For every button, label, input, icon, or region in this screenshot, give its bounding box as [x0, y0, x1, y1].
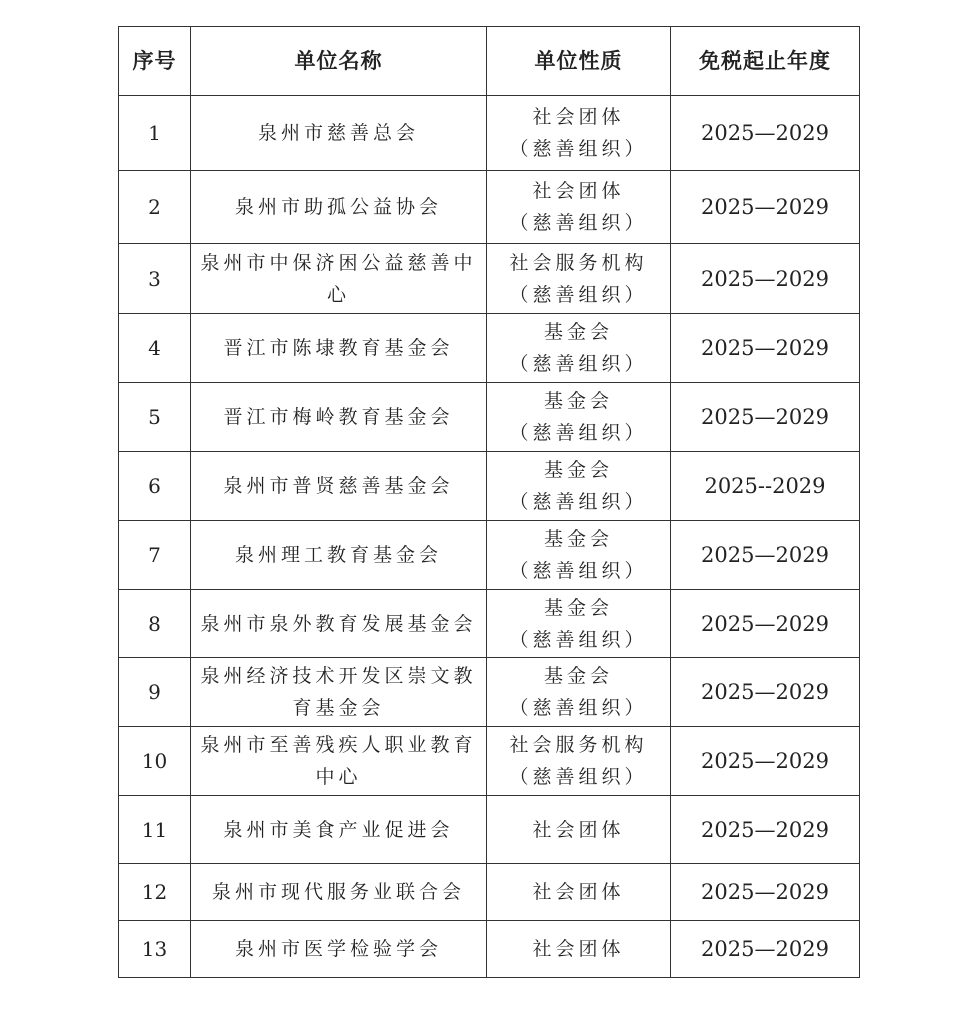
- organization-type-line: （慈善组织）: [509, 766, 648, 788]
- organization-name-cell: [191, 383, 487, 452]
- exemption-years-cell: 2025—2029: [671, 244, 860, 314]
- organization-name-cell: [191, 96, 487, 171]
- header-exemption-years: 免税起止年度: [671, 27, 860, 96]
- table-row: [119, 452, 860, 521]
- organization-name-line: 育基金会: [292, 697, 385, 719]
- serial-number-cell: 2: [119, 171, 191, 244]
- organization-name-line: 泉州市医学检验学会: [234, 938, 442, 960]
- table-row: [119, 796, 860, 864]
- organization-name-cell: [191, 590, 487, 658]
- serial-number-cell: 11: [119, 796, 191, 864]
- exemption-years-cell: 2025—2029: [671, 864, 860, 921]
- organization-name-line: 泉州市慈善总会: [257, 122, 419, 144]
- table-row: [119, 864, 860, 921]
- table-row: [119, 314, 860, 383]
- organization-name-cell: [191, 171, 487, 244]
- organization-type-line: 基金会: [543, 321, 613, 343]
- serial-number-cell: 3: [119, 244, 191, 314]
- organization-name-cell: [191, 521, 487, 590]
- organization-type-line: 社会团体: [532, 106, 625, 128]
- organization-type-line: 基金会: [543, 596, 613, 619]
- table-row: [119, 96, 860, 171]
- organization-type-line: 社会团体: [532, 180, 625, 202]
- organization-type-line: （慈善组织）: [509, 422, 648, 444]
- organization-name-line: 泉州经济技术开发区崇文教: [200, 665, 477, 687]
- serial-number-cell: 12: [119, 864, 191, 921]
- organization-name-cell: [191, 796, 487, 864]
- organization-type-line: （慈善组织）: [509, 212, 648, 234]
- serial-number-cell: 1: [119, 96, 191, 171]
- organization-type-line: 社会服务机构: [509, 734, 648, 756]
- table-row: [119, 921, 860, 978]
- organization-type-line: 基金会: [543, 528, 613, 550]
- organization-name-line: 泉州市至善残疾人职业教育: [200, 734, 477, 756]
- tax-exempt-organizations-table: [118, 26, 860, 978]
- exemption-years-cell: 2025—2029: [671, 171, 860, 244]
- organization-name-line: 泉州理工教育基金会: [234, 544, 442, 566]
- exemption-years-cell: 2025—2029: [671, 796, 860, 864]
- organization-type-cell: [487, 452, 671, 521]
- organization-type-cell: [487, 521, 671, 590]
- serial-number-cell: 8: [119, 590, 191, 658]
- organization-name-line: 泉州市普贤慈善基金会: [223, 475, 454, 497]
- exemption-years-cell: 2025—2029: [671, 590, 860, 658]
- organization-name-line: 泉州市现代服务业联合会: [211, 881, 465, 903]
- organization-type-cell: [487, 727, 671, 796]
- organization-type-cell: [487, 314, 671, 383]
- exemption-years-cell: 2025—2029: [671, 96, 860, 171]
- organization-name-cell: [191, 921, 487, 978]
- organization-name-cell: [191, 727, 487, 796]
- table-row: [119, 521, 860, 590]
- organization-type-cell: [487, 383, 671, 452]
- exemption-years-cell: 2025—2029: [671, 658, 860, 727]
- table-row: [119, 727, 860, 796]
- header-serial-number: 序号: [119, 27, 191, 96]
- header-row: [119, 27, 860, 96]
- serial-number-cell: 9: [119, 658, 191, 727]
- organization-type-line: 基金会: [543, 665, 613, 687]
- serial-number-cell: 5: [119, 383, 191, 452]
- organization-name-line: 泉州市助孤公益协会: [234, 196, 442, 218]
- serial-number-cell: 7: [119, 521, 191, 590]
- organization-type-line: （慈善组织）: [509, 353, 648, 375]
- table-row: [119, 171, 860, 244]
- organization-name-cell: [191, 864, 487, 921]
- organization-name-line: 中心: [315, 766, 362, 788]
- header-organization-name: 单位名称: [191, 27, 487, 96]
- organization-type-cell: [487, 864, 671, 921]
- organization-name-line: 心: [326, 283, 350, 306]
- organization-type-cell: [487, 171, 671, 244]
- exemption-years-cell: 2025—2029: [671, 727, 860, 796]
- table-row: [119, 383, 860, 452]
- organization-type-line: （慈善组织）: [509, 628, 648, 651]
- organization-type-line: 基金会: [543, 390, 613, 412]
- organization-type-cell: [487, 658, 671, 727]
- exemption-years-cell: 2025—2029: [671, 314, 860, 383]
- serial-number-cell: 13: [119, 921, 191, 978]
- organization-name-cell: [191, 452, 487, 521]
- table-row: [119, 590, 860, 658]
- organization-name-line: 泉州市中保济困公益慈善中: [200, 251, 477, 274]
- organization-type-line: 社会服务机构: [509, 251, 648, 274]
- serial-number-cell: 6: [119, 452, 191, 521]
- exemption-years-cell: 2025—2029: [671, 521, 860, 590]
- organization-name-cell: [191, 314, 487, 383]
- organization-type-line: 社会团体: [532, 881, 625, 903]
- exemption-years-cell: 2025--2029: [671, 452, 860, 521]
- organization-type-cell: [487, 244, 671, 314]
- organization-type-cell: [487, 96, 671, 171]
- serial-number-cell: 10: [119, 727, 191, 796]
- organization-type-line: （慈善组织）: [509, 138, 648, 160]
- organization-type-line: （慈善组织）: [509, 560, 648, 582]
- organization-type-cell: [487, 921, 671, 978]
- exemption-years-cell: 2025—2029: [671, 383, 860, 452]
- table-row: [119, 244, 860, 314]
- exemption-years-cell: 2025—2029: [671, 921, 860, 978]
- organization-name-line: 晋江市陈埭教育基金会: [223, 337, 454, 359]
- organization-type-cell: [487, 590, 671, 658]
- header-organization-type: 单位性质: [487, 27, 671, 96]
- organization-name-line: 晋江市梅岭教育基金会: [223, 406, 454, 428]
- serial-number-cell: 4: [119, 314, 191, 383]
- organization-type-line: 基金会: [543, 459, 613, 481]
- organization-type-line: 社会团体: [532, 818, 625, 841]
- organization-name-cell: [191, 658, 487, 727]
- organization-type-cell: [487, 796, 671, 864]
- organization-type-line: 社会团体: [532, 938, 625, 960]
- organization-type-line: （慈善组织）: [509, 697, 648, 719]
- organization-name-line: 泉州市美食产业促进会: [223, 818, 454, 841]
- organization-type-line: （慈善组织）: [509, 491, 648, 513]
- organization-name-cell: [191, 244, 487, 314]
- organization-type-line: （慈善组织）: [509, 283, 648, 306]
- table-row: [119, 658, 860, 727]
- organization-name-line: 泉州市泉外教育发展基金会: [200, 612, 477, 635]
